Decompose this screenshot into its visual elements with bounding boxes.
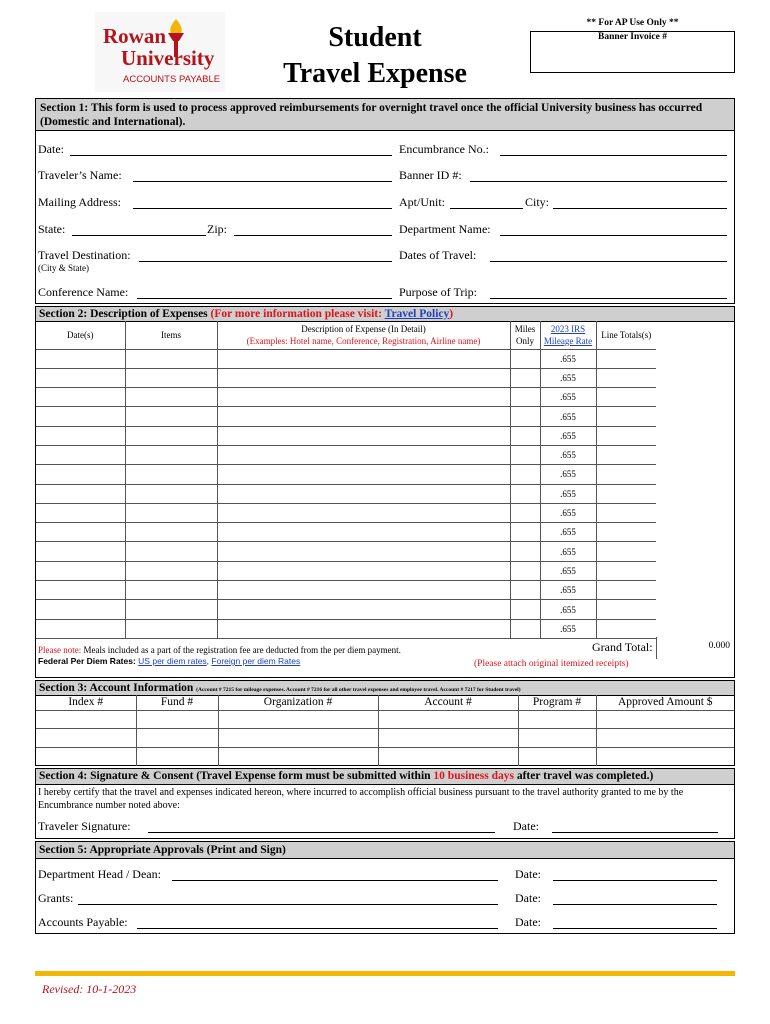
purpose-of-trip-field[interactable] — [490, 298, 727, 299]
col-line-totals: Line Totals(s) — [596, 321, 656, 349]
col-irs-rate — [540, 321, 596, 349]
foreign-per-diem-link[interactable]: Foreign per diem Rates — [211, 656, 301, 666]
section4-heading-end: after travel was completed.) — [516, 770, 654, 782]
apt-unit-label: Apt/Unit: — [399, 195, 446, 209]
banner-id-label: Banner ID #: — [399, 168, 462, 182]
expense-date-cell[interactable] — [36, 368, 125, 387]
expense-item-cell[interactable] — [125, 349, 217, 368]
department-head-date-field[interactable] — [553, 880, 717, 881]
account-cell[interactable] — [36, 710, 136, 729]
mailing-address-label: Mailing Address: — [38, 195, 121, 209]
per-diem-comma: , — [206, 656, 210, 666]
account-row — [36, 747, 734, 766]
expense-total-cell[interactable] — [596, 581, 656, 600]
accounts-payable-date-label: Date: — [515, 915, 541, 929]
zip-label: Zip: — [207, 222, 227, 236]
section4-heading — [36, 769, 734, 785]
expense-description-cell[interactable] — [217, 600, 510, 619]
account-cell[interactable] — [378, 710, 518, 729]
grants-label: Grants: — [38, 891, 74, 905]
traveler-name-field[interactable] — [133, 181, 392, 182]
account-cell[interactable] — [136, 729, 218, 748]
expense-row — [36, 426, 656, 445]
section2-heading — [36, 307, 734, 322]
expense-miles-cell[interactable] — [510, 407, 540, 426]
expense-description-cell[interactable] — [217, 561, 510, 580]
expense-item-cell[interactable] — [125, 542, 217, 561]
section2-heading-end: ) — [449, 308, 454, 320]
account-cell[interactable] — [596, 729, 734, 748]
account-cell[interactable] — [518, 747, 596, 766]
form-title-line1: Student — [328, 22, 422, 53]
expense-description-cell[interactable] — [217, 388, 510, 407]
expense-rate-cell: .655 — [540, 581, 596, 600]
expense-item-cell[interactable] — [125, 426, 217, 445]
encumbrance-label: Encumbrance No.: — [399, 142, 489, 156]
expense-row — [36, 619, 656, 638]
expense-date-cell[interactable] — [36, 542, 125, 561]
account-row — [36, 729, 734, 748]
expense-total-cell[interactable] — [596, 368, 656, 387]
department-name-field[interactable] — [500, 235, 727, 236]
col-description-label: Description of Expense (In Detail) — [301, 323, 426, 334]
grants-field[interactable] — [78, 904, 498, 905]
department-head-field[interactable] — [172, 880, 498, 881]
section4-heading-red: 10 business days — [433, 770, 514, 782]
zip-field[interactable] — [234, 235, 392, 236]
expense-row — [36, 368, 656, 387]
expense-date-cell[interactable] — [36, 407, 125, 426]
expense-miles-cell[interactable] — [510, 484, 540, 503]
section3-heading-small: (Account # 7215 for mileage expenses. Account # 7216 for all other travel expenses and employee travel. Account # 7217 for Student travel) — [196, 687, 521, 693]
date-field[interactable] — [70, 155, 392, 156]
expense-date-cell[interactable] — [36, 619, 125, 638]
travel-destination-field[interactable] — [139, 261, 392, 262]
expense-description-cell[interactable] — [217, 581, 510, 600]
account-cell[interactable] — [378, 747, 518, 766]
expense-row — [36, 349, 656, 368]
expense-miles-cell[interactable] — [510, 368, 540, 387]
account-cell[interactable] — [378, 729, 518, 748]
accounts-payable-label: Accounts Payable: — [38, 915, 128, 929]
expense-date-cell[interactable] — [36, 581, 125, 600]
federal-per-diem-label: Federal Per Diem Rates: — [38, 656, 136, 666]
expense-total-cell[interactable] — [596, 465, 656, 484]
expense-description-cell[interactable] — [217, 523, 510, 542]
ap-use-heading: ** For AP Use Only ** — [586, 18, 679, 28]
expense-item-cell[interactable] — [125, 484, 217, 503]
expense-item-cell[interactable] — [125, 523, 217, 542]
expense-total-cell[interactable] — [596, 445, 656, 464]
expense-miles-cell[interactable] — [510, 600, 540, 619]
footer-gold-rule — [35, 971, 735, 976]
expense-miles-cell[interactable] — [510, 581, 540, 600]
expense-rate-cell: .655 — [540, 407, 596, 426]
expense-item-cell[interactable] — [125, 445, 217, 464]
traveler-signature-label: Traveler Signature: — [38, 819, 131, 833]
grand-total-value: 0.000 — [656, 637, 734, 659]
receipts-note: (Please attach original itemized receipts) — [474, 659, 629, 669]
apt-unit-field[interactable] — [450, 208, 523, 209]
expense-rate-cell: .655 — [540, 619, 596, 638]
traveler-date-field[interactable] — [552, 832, 718, 833]
col-description — [217, 321, 510, 349]
logo-accounts-payable: ACCOUNTS PAYABLE — [123, 74, 221, 85]
expense-description-cell[interactable] — [217, 368, 510, 387]
irs-mileage-rate-link[interactable]: 2023 IRS Mileage Rate — [543, 323, 593, 346]
city-state-note: (City & State) — [38, 263, 89, 273]
expense-row — [36, 407, 656, 426]
certify-text: I hereby certify that the travel and expenses indicated hereon, where incurred to accomplish official business pursuant to the travel authority granted to me by the Encumbrance number noted above: — [38, 787, 684, 811]
section3-heading-text: Section 3: Account Information — [39, 682, 194, 694]
rowan-logo — [95, 12, 225, 92]
expense-table — [36, 321, 656, 639]
expense-total-cell[interactable] — [596, 388, 656, 407]
section1-frame — [35, 98, 735, 304]
expense-total-cell[interactable] — [596, 426, 656, 445]
mailing-address-field[interactable] — [133, 208, 392, 209]
expense-miles-cell[interactable] — [510, 523, 540, 542]
col-approved-amount: Approved Amount $ — [596, 695, 734, 710]
expense-rate-cell: .655 — [540, 465, 596, 484]
expense-item-cell[interactable] — [125, 619, 217, 638]
expense-item-cell[interactable] — [125, 388, 217, 407]
expense-row — [36, 388, 656, 407]
expense-row — [36, 445, 656, 464]
expense-description-cell[interactable] — [217, 619, 510, 638]
account-cell[interactable] — [136, 710, 218, 729]
expense-description-cell[interactable] — [217, 407, 510, 426]
state-label: State: — [38, 222, 66, 236]
expense-rate-cell: .655 — [540, 484, 596, 503]
expense-total-cell[interactable] — [596, 503, 656, 522]
col-index: Index # — [36, 695, 136, 710]
expense-item-cell[interactable] — [125, 465, 217, 484]
expense-row — [36, 523, 656, 542]
expense-rate-cell: .655 — [540, 388, 596, 407]
department-head-date-label: Date: — [515, 867, 541, 881]
section4-frame — [35, 768, 735, 839]
encumbrance-field[interactable] — [500, 155, 727, 156]
expense-total-cell[interactable] — [596, 600, 656, 619]
expense-total-cell[interactable] — [596, 407, 656, 426]
expense-total-cell[interactable] — [596, 561, 656, 580]
expense-rate-cell: .655 — [540, 561, 596, 580]
expense-miles-cell[interactable] — [510, 503, 540, 522]
expense-row — [36, 561, 656, 580]
expense-description-cell[interactable] — [217, 349, 510, 368]
col-account: Account # — [378, 695, 518, 710]
expense-description-cell[interactable] — [217, 426, 510, 445]
expense-item-cell[interactable] — [125, 561, 217, 580]
accounts-payable-field[interactable] — [137, 928, 498, 929]
banner-invoice-label: Banner Invoice # — [598, 32, 667, 42]
expense-row — [36, 542, 656, 561]
expense-description-cell[interactable] — [217, 503, 510, 522]
expense-rate-cell: .655 — [540, 542, 596, 561]
account-table — [36, 695, 734, 766]
expense-item-cell[interactable] — [125, 503, 217, 522]
note-label: Please note: — [38, 645, 82, 655]
expense-description-cell[interactable] — [217, 542, 510, 561]
date-label: Date: — [38, 142, 64, 156]
expense-row — [36, 581, 656, 600]
expense-date-cell[interactable] — [36, 503, 125, 522]
revised-date: Revised: 10-1-2023 — [42, 982, 137, 996]
state-field[interactable] — [72, 235, 206, 236]
expense-total-cell[interactable] — [596, 349, 656, 368]
expense-miles-cell[interactable] — [510, 388, 540, 407]
account-cell[interactable] — [136, 747, 218, 766]
expense-miles-cell[interactable] — [510, 465, 540, 484]
account-cell[interactable] — [218, 710, 378, 729]
section1-heading: Section 1: This form is used to process approved reimbursements for overnight travel once the official University business has occurred (Domestic and International). — [36, 99, 734, 131]
note-text: Meals included as a part of the registration fee are deducted from the per diem payment. — [83, 645, 401, 655]
col-miles: Miles Only — [510, 321, 540, 349]
account-cell[interactable] — [596, 747, 734, 766]
expense-total-cell[interactable] — [596, 523, 656, 542]
expense-description-cell[interactable] — [217, 465, 510, 484]
grants-date-label: Date: — [515, 891, 541, 905]
expense-miles-cell[interactable] — [510, 619, 540, 638]
dates-of-travel-label: Dates of Travel: — [399, 248, 477, 262]
account-cell[interactable] — [218, 747, 378, 766]
purpose-of-trip-label: Purpose of Trip: — [399, 285, 478, 299]
city-field[interactable] — [553, 208, 727, 209]
grants-date-field[interactable] — [553, 904, 717, 905]
federal-per-diem-line — [38, 656, 300, 666]
expense-item-cell[interactable] — [125, 600, 217, 619]
expense-date-cell[interactable] — [36, 561, 125, 580]
expense-row — [36, 465, 656, 484]
expense-item-cell[interactable] — [125, 581, 217, 600]
expense-rate-cell: .655 — [540, 426, 596, 445]
accounts-payable-date-field[interactable] — [553, 928, 717, 929]
travel-destination-label: Travel Destination: — [38, 248, 131, 262]
section5-frame — [35, 841, 735, 934]
city-label: City: — [525, 195, 550, 209]
account-cell[interactable] — [36, 747, 136, 766]
department-name-label: Department Name: — [399, 222, 491, 236]
col-dates: Date(s) — [36, 321, 125, 349]
conference-name-field[interactable] — [137, 298, 392, 299]
col-fund: Fund # — [136, 695, 218, 710]
grand-total-label: Grand Total: — [592, 640, 653, 654]
expense-item-cell[interactable] — [125, 368, 217, 387]
expense-total-cell[interactable] — [596, 619, 656, 638]
account-cell[interactable] — [596, 710, 734, 729]
account-cell[interactable] — [518, 729, 596, 748]
banner-invoice-box[interactable] — [530, 31, 735, 73]
logo-university: University — [121, 46, 215, 70]
expense-date-cell[interactable] — [36, 523, 125, 542]
expense-date-cell[interactable] — [36, 426, 125, 445]
expense-row — [36, 484, 656, 503]
expense-total-cell[interactable] — [596, 484, 656, 503]
form-title-line2: Travel Expense — [283, 58, 467, 89]
expense-miles-cell[interactable] — [510, 561, 540, 580]
account-cell[interactable] — [36, 729, 136, 748]
expense-date-cell[interactable] — [36, 445, 125, 464]
logo-rowan: Rowan — [103, 24, 167, 48]
col-description-example: (Examples: Hotel name, Conference, Registration, Airline name) — [246, 335, 481, 346]
col-program: Program # — [518, 695, 596, 710]
banner-id-field[interactable] — [470, 181, 727, 182]
account-cell[interactable] — [518, 710, 596, 729]
expense-rate-cell: .655 — [540, 523, 596, 542]
traveler-signature-field[interactable] — [148, 832, 495, 833]
expense-description-cell[interactable] — [217, 484, 510, 503]
traveler-name-label: Traveler’s Name: — [38, 168, 122, 182]
section5-heading: Section 5: Appropriate Approvals (Print and Sign) — [36, 842, 734, 859]
section4-heading-text: Section 4: Signature & Consent (Travel Expense form must be submitted within — [39, 770, 431, 782]
expense-miles-cell[interactable] — [510, 542, 540, 561]
expense-rate-cell: .655 — [540, 445, 596, 464]
expense-rate-cell: .655 — [540, 349, 596, 368]
col-items: Items — [125, 321, 217, 349]
expense-miles-cell[interactable] — [510, 426, 540, 445]
expense-row — [36, 503, 656, 522]
dates-of-travel-field[interactable] — [490, 261, 727, 262]
expense-miles-cell[interactable] — [510, 349, 540, 368]
account-cell[interactable] — [218, 729, 378, 748]
expense-date-cell[interactable] — [36, 349, 125, 368]
us-per-diem-link[interactable]: US per diem rates — [138, 656, 207, 666]
section2-heading-text: Section 2: Description of Expenses — [39, 308, 208, 320]
per-diem-note — [38, 645, 401, 655]
expense-date-cell[interactable] — [36, 465, 125, 484]
travel-policy-link[interactable]: Travel Policy — [384, 308, 450, 320]
section2-heading-red: (For more information please visit: — [210, 308, 382, 320]
expense-item-cell[interactable] — [125, 407, 217, 426]
expense-rate-cell: .655 — [540, 368, 596, 387]
department-head-label: Department Head / Dean: — [38, 867, 161, 881]
expense-description-cell[interactable] — [217, 445, 510, 464]
expense-date-cell[interactable] — [36, 484, 125, 503]
conference-name-label: Conference Name: — [38, 285, 129, 299]
expense-date-cell[interactable] — [36, 600, 125, 619]
expense-date-cell[interactable] — [36, 388, 125, 407]
section3-heading — [36, 681, 734, 696]
traveler-date-label: Date: — [513, 819, 539, 833]
expense-row — [36, 600, 656, 619]
account-row — [36, 710, 734, 729]
expense-rate-cell: .655 — [540, 600, 596, 619]
expense-miles-cell[interactable] — [510, 445, 540, 464]
expense-rate-cell: .655 — [540, 503, 596, 522]
expense-total-cell[interactable] — [596, 542, 656, 561]
col-organization: Organization # — [218, 695, 378, 710]
